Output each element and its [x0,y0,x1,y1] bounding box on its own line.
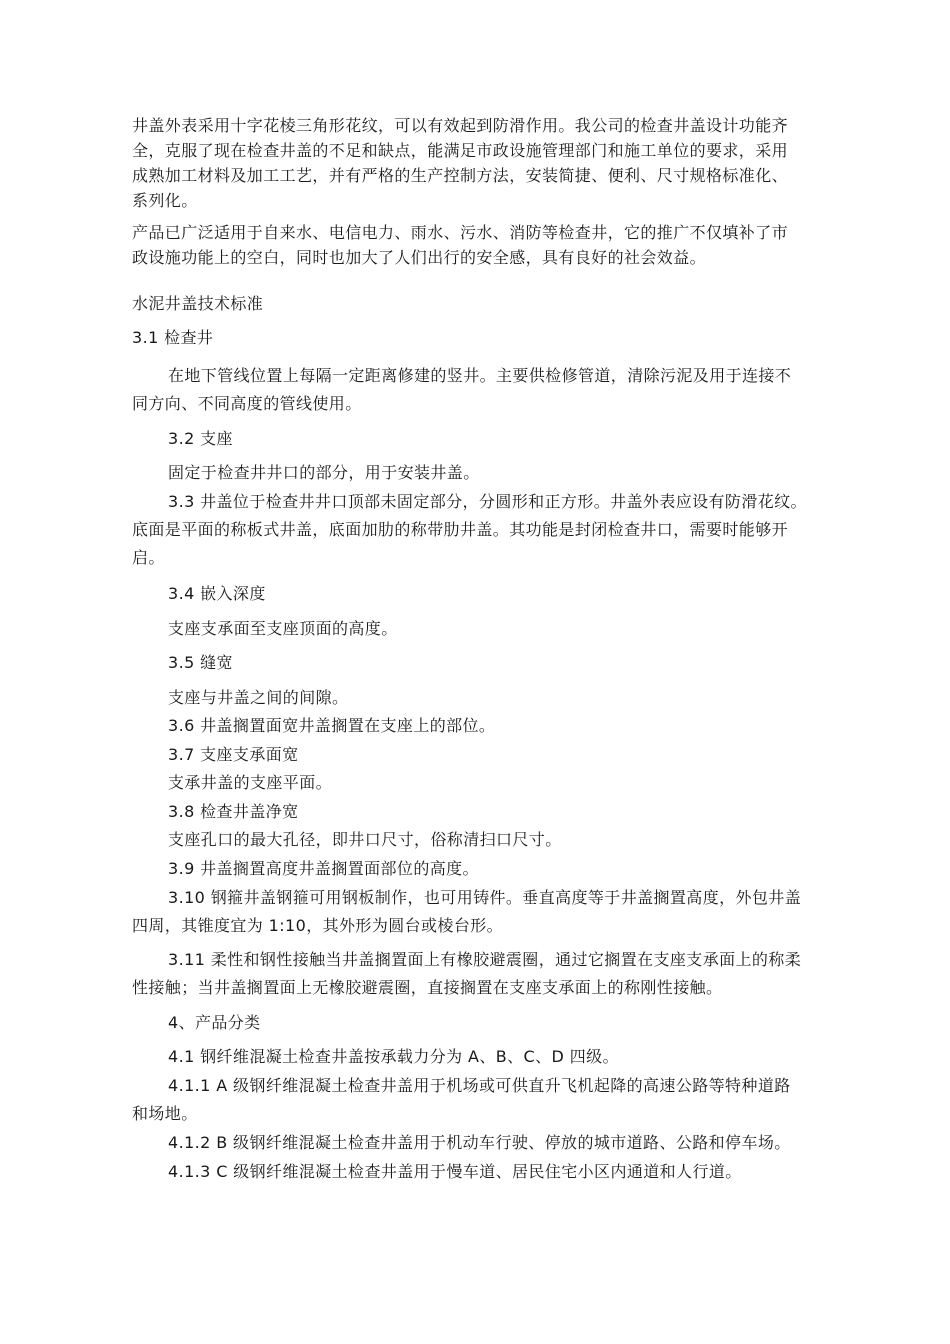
text-line: 3.3 井盖位于检查井井口顶部未固定部分，分圆形和正方形。井盖外表应设有防滑花纹。 [168,492,807,511]
subsection-heading: 3.2 支座 [168,429,233,448]
text-line: 启。 [132,548,165,567]
text-line: 成熟加工材料及加工工艺，并有严格的生产控制方法，安装简捷、便利、尺寸规格标准化、 [132,166,789,185]
text-line: 3.10 钢箍井盖钢箍可用钢板制作，也可用铸件。垂直高度等于井盖搁置高度，外包井盖 [168,888,802,907]
text-line: 3.11 柔性和钢性接触当井盖搁置面上有橡胶避震圈，通过它搁置在支座支承面上的称柔 [168,950,802,969]
subsection-heading: 3.4 嵌入深度 [168,584,266,603]
text-line: 井盖外表采用十字花棱三角形花纹，可以有效起到防滑作用。我公司的检查井盖设计功能齐 [132,116,789,135]
section-heading: 水泥井盖技术标准 [132,294,264,313]
text-line: 3.6 井盖搁置面宽井盖搁置在支座上的部位。 [168,716,496,735]
text-line: 支座支承面至支座顶面的高度。 [168,619,398,638]
text-line: 4.1.1 A 级钢纤维混凝土检查井盖用于机场或可供直升飞机起降的高速公路等特种道路 [168,1076,791,1095]
text-line: 和场地。 [132,1104,198,1123]
text-line: 支座与井盖之间的间隙。 [168,688,349,707]
text-line: 支承井盖的支座平面。 [168,773,333,792]
text-line: 在地下管线位置上每隔一定距离修建的竖井。主要供检修管道，清除污泥及用于连接不 [168,366,792,385]
section-heading: 4、产品分类 [168,1013,261,1032]
text-line: 3.9 井盖搁置高度井盖搁置面部位的高度。 [168,859,479,878]
text-line: 同方向、不同高度的管线使用。 [132,394,362,413]
subsection-heading: 3.7 支座支承面宽 [168,745,299,764]
text-line: 政设施功能上的空白，同时也加大了人们出行的安全感，具有良好的社会效益。 [132,248,707,267]
text-line: 系列化。 [132,191,198,210]
text-line: 性接触；当井盖搁置面上无橡胶避震圈，直接搁置在支座支承面上的称刚性接触。 [132,978,723,997]
text-line: 底面是平面的称板式井盖，底面加肋的称带肋井盖。其功能是封闭检查井口，需要时能够开 [132,520,789,539]
text-line: 4.1.3 C 级钢纤维混凝土检查井盖用于慢车道、居民住宅小区内通道和人行道。 [168,1162,742,1181]
text-line: 全，克服了现在检查井盖的不足和缺点，能满足市政设施管理部门和施工单位的要求，采用 [132,141,789,160]
text-line: 四周，其锥度宜为 1:10，其外形为圆台或棱台形。 [132,916,504,935]
text-line: 固定于检查井井口的部分，用于安装井盖。 [168,463,480,482]
subsection-heading: 3.1 检查井 [132,328,214,347]
text-line: 产品已广泛适用于自来水、电信电力、雨水、污水、消防等检查井，它的推广不仅填补了市 [132,223,789,242]
text-line: 4.1 钢纤维混凝土检查井盖按承载力分为 A、B、C、D 四级。 [168,1047,619,1066]
text-line: 4.1.2 B 级钢纤维混凝土检查井盖用于机动车行驶、停放的城市道路、公路和停车场。 [168,1133,791,1152]
subsection-heading: 3.5 缝宽 [168,653,233,672]
subsection-heading: 3.8 检查井盖净宽 [168,802,299,821]
text-line: 支座孔口的最大孔径，即井口尺寸，俗称清扫口尺寸。 [168,830,562,849]
